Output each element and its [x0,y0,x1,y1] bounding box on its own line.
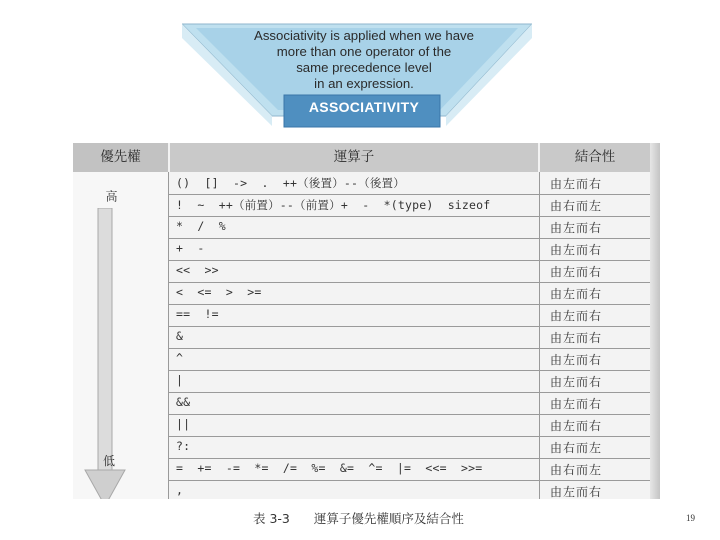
banner-line: in an expression. [314,76,414,91]
table-row [168,194,658,217]
operator-cell: ^ [176,351,184,365]
caption-number: 表 3-3 [253,511,290,526]
banner-line: more than one operator of the [276,44,452,59]
operator-cell: || [176,417,191,431]
associativity-cell: 由左而右 [550,177,603,191]
table-row [168,370,658,393]
table-caption [253,509,464,527]
table-row [168,392,658,415]
associativity-cell: 由右而左 [550,199,603,213]
operator-cell: & [176,329,184,343]
table-row [168,326,658,349]
caption-text: 運算子優先權順序及結合性 [313,511,464,526]
priority-column [73,172,168,499]
operator-cell: * / % [176,219,226,233]
associativity-cell: 由右而左 [550,463,603,477]
table-row [168,480,658,499]
table-row [168,436,658,459]
operator-cell: () [] -> . ++（後置）--（後置） [176,176,405,190]
banner-label: ASSOCIATIVITY [308,99,420,115]
table-row [168,414,658,437]
associativity-cell: 由左而右 [550,485,603,499]
associativity-cell: 由左而右 [550,287,603,301]
associativity-cell: 由左而右 [550,309,603,323]
operator-cell: , [176,483,184,497]
associativity-cell: 由左而右 [550,353,603,367]
banner-description [248,28,480,92]
table-row [168,348,658,371]
operator-cell: | [176,373,184,387]
precedence-table [73,143,660,499]
operator-cell: << >> [176,263,219,277]
operator-cell: && [176,395,191,409]
header-priority: 優先權 [73,143,168,172]
associativity-cell: 由右而左 [550,441,603,455]
operator-cell: == != [176,307,219,321]
associativity-cell: 由左而右 [550,375,603,389]
banner-line: same precedence level [296,60,432,75]
associativity-cell: 由左而右 [550,243,603,257]
page-edge-shadow [650,143,660,499]
banner-line: Associativity is applied when we have [254,28,474,43]
associativity-cell: 由左而右 [550,397,603,411]
operator-cell: < <= > >= [176,285,262,299]
table-row [168,216,658,239]
operator-cell: = += -= *= /= %= &= ^= |= <<= >>= [176,461,483,475]
table-row [168,260,658,283]
table-row [168,304,658,327]
associativity-cell: 由左而右 [550,221,603,235]
operator-cell: ?: [176,439,191,453]
operator-cell: + - [176,241,205,255]
header-associativity: 結合性 [540,143,650,172]
table-row [168,458,658,481]
table-row [168,172,658,195]
table-row [168,282,658,305]
rank-low-label: 低 [103,454,116,468]
header-operator: 運算子 [170,143,538,172]
associativity-cell: 由左而右 [550,419,603,433]
table-row [168,238,658,261]
rank-high-label: 高 [104,190,118,202]
associativity-cell: 由左而右 [550,265,603,279]
operator-cell: ! ~ ++（前置）--（前置）+ - *(type) sizeof [176,198,491,212]
page-number: 19 [686,513,695,523]
associativity-cell: 由左而右 [550,331,603,345]
